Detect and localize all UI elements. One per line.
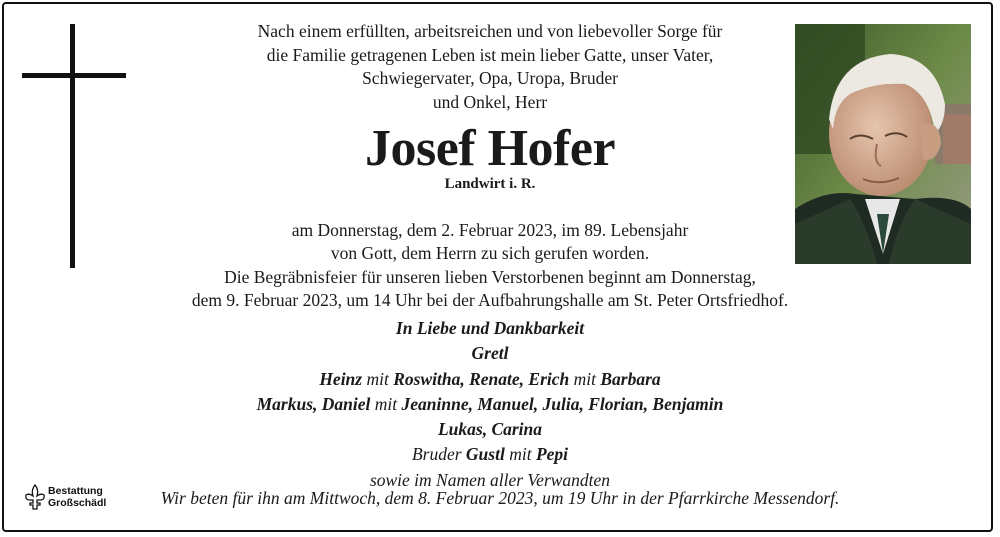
mourners-list [150,316,830,493]
funeral-info: Die Begräbnisfeier für unseren lieben Verstorbenen beginnt am Donnerstag, dem 9. Februar 2023, um 14 Uhr bei der Aufbahrungshalle am St. Peter Ortsfriedhof. [191,267,789,310]
mourners-relatives: sowie im Namen aller Verwandten [369,469,611,490]
mourners-children: Heinz mit Roswitha, Renate, Erich mit Barbara [319,368,661,389]
intro-text: Nach einem erfüllten, arbeitsreichen und von liebevoller Sorge für die Familie getragenen Leben ist mein lieber Gatte, unser Vater, Schwiegervater, Opa, Uropa, Bruder und Onkel, Herr [257,21,723,112]
funeral-home-logo [24,484,124,514]
mourner-brother: Bruder Gustl mit Pepi [411,444,569,465]
prayer-notice: Wir beten für ihn am Mittwoch, dem 8. Februar 2023, um 19 Uhr in der Pfarrkirche Messendorf. [160,488,840,508]
mourners-grandchildren: Markus, Daniel mit Jeaninne, Manuel, Julia, Florian, Benjamin [256,393,724,414]
mourners-heading: In Liebe und Dankbarkeit [395,318,585,338]
death-notice: am Donnerstag, dem 2. Februar 2023, im 89. Lebensjahr von Gott, dem Herrn zu sich gerufen worden. [291,220,689,263]
deceased-name: Josef Hofer [364,120,616,177]
fleur-de-lis-icon [24,484,46,510]
logo-line2: Großschädl [48,497,107,509]
logo-line1: Bestattung [48,485,103,497]
mourners-greatgrandchildren: Lukas, Carina [437,419,543,440]
portrait-photo [795,24,971,264]
deceased-occupation: Landwirt i. R. [444,176,536,192]
mourner-wife: Gretl [471,343,509,364]
